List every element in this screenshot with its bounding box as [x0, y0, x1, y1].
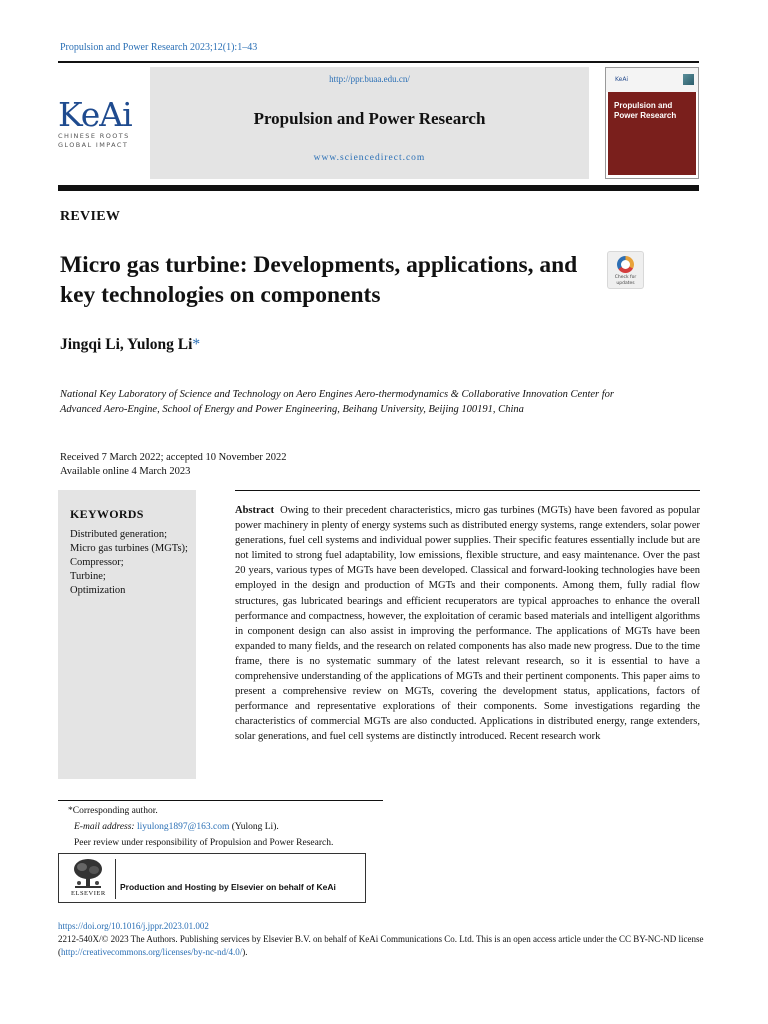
keyword-item: Micro gas turbines (MGTs);: [70, 543, 188, 554]
check-for-updates-button[interactable]: [607, 251, 644, 289]
check-updates-label: Check for updates: [614, 275, 637, 286]
available-date: Available online 4 March 2023: [60, 465, 191, 477]
author-list: [60, 336, 200, 354]
peer-review-note: Peer review under responsibility of Propulsion and Power Research.: [74, 838, 334, 848]
logo-subtitle-2: GLOBAL IMPACT: [58, 141, 129, 149]
journal-cover-thumbnail: [605, 67, 699, 179]
email-label: E-mail address:: [74, 822, 135, 832]
author-names: Jingqi Li, Yulong Li: [60, 336, 193, 353]
sciencedirect-link[interactable]: www.sciencedirect.com: [313, 153, 426, 163]
journal-citation[interactable]: Propulsion and Power Research 2023;12(1):1–43: [60, 42, 258, 53]
corresponding-author-link[interactable]: *: [192, 336, 201, 353]
email-name: (Yulong Li).: [231, 822, 279, 832]
elsevier-wordmark: ELSEVIER: [71, 890, 106, 897]
elsevier-separator: [115, 859, 116, 899]
header-thick-rule: [58, 185, 699, 191]
footnote-rule: [58, 800, 383, 801]
elsevier-hosting-box: [58, 853, 366, 903]
journal-title: Propulsion and Power Research: [253, 109, 486, 128]
logo-subtitle-1: CHINESE ROOTS: [58, 132, 130, 140]
abstract: [235, 503, 700, 745]
received-date: Received 7 March 2022; accepted 10 November 2022: [60, 452, 287, 463]
keywords-box: [58, 490, 196, 779]
doi-link[interactable]: https://doi.org/10.1016/j.jppr.2023.01.002: [58, 921, 209, 931]
article-dates: [60, 451, 287, 478]
elsevier-tree-icon: [71, 858, 105, 890]
article-type: REVIEW: [60, 209, 121, 224]
keyword-item: Distributed generation;: [70, 529, 168, 540]
copyright-end: ).: [242, 946, 248, 957]
journal-url-link[interactable]: http://ppr.buaa.edu.cn/: [329, 74, 410, 84]
keai-logo: [58, 95, 148, 150]
abstract-rule: [235, 490, 700, 491]
corresponding-author-note: *Corresponding author.: [68, 806, 158, 816]
license-link[interactable]: http://creativecommons.org/licenses/by-nc-nd/4.0/: [61, 946, 243, 957]
article-title: Micro gas turbine: Developments, applications, and key technologies on components: [60, 252, 578, 308]
keyword-item: Compressor;: [70, 557, 124, 568]
keywords-heading: KEYWORDS: [70, 507, 144, 521]
cover-title: Propulsion and Power Research: [614, 101, 677, 120]
email-link[interactable]: liyulong1897@163.com: [136, 822, 230, 832]
check-updates-icon: [617, 256, 634, 273]
affiliation: National Key Laboratory of Science and Technology on Aero Engines Aero-thermodynamics & Collaborative Innovation Center for Advanced Aero-Engine, School of Energy and Power Engineering, Beihang University, Beijing 100191, China: [60, 389, 615, 415]
abstract-text: Owing to their precedent characteristics, micro gas turbines (MGTs) have been favored as popular power machinery in plenty of energy systems such as distributed energy systems, range extenders, solar power generations, fuel cell systems and individual power supplies. Their specific features essentially include but are not limited to strong fuel adaptability, low emissions, flexible structure, and easy maintenance. Over the past 20 years, various types of MGTs have been developed. Classical and forward-looking technologies have been employed in the design and production of MGTs and their components. Among them, fully radial flow structures, gas lubricated bearings and efficient recuperators are typical approaches to enhance the overall performance and compactness, however, the exploitation of ceramic based materials and intelligent algorithms in component design can also assist in improving the performance. The applications of MGTs have been expanded to many fields, and the research on related components has also made new progress. Due to the time frame, there is no systematic summary of the latest relevant research, so it is essential to have a comprehensive understanding of the applications of MGTs and their pertinent components. This paper aims to present a comprehensive review on MGTs, covering the development status, applications, factors of performance and representative explorations of their components. Some investigations regarding the characteristics of commercial MGTs are also conducted. Applications in distributed energy, range extenders, solar generations, and fuel cell systems are distinctly introduced. Recent research work: [235, 505, 700, 743]
cover-publisher: KeAi: [615, 76, 629, 83]
journal-banner: [150, 67, 589, 179]
top-rule: [58, 61, 699, 63]
logo-word: KeAi: [58, 95, 132, 134]
abstract-label: Abstract: [235, 505, 275, 516]
copyright-notice: [58, 933, 718, 958]
keyword-item: Optimization: [70, 585, 126, 596]
elsevier-hosting-text: Production and Hosting by Elsevier on behalf of KeAi: [120, 882, 336, 892]
email-note: [74, 821, 279, 833]
keywords-list: [70, 528, 192, 598]
keyword-item: Turbine;: [70, 571, 106, 582]
copyright-text: 2212-540X/© 2023 The Authors. Publishing services by Elsevier B.V. on behalf of KeAi Communications Co. Ltd. This is an open access article under the CC BY-NC-ND license (: [58, 934, 704, 957]
cover-image: [683, 74, 694, 85]
